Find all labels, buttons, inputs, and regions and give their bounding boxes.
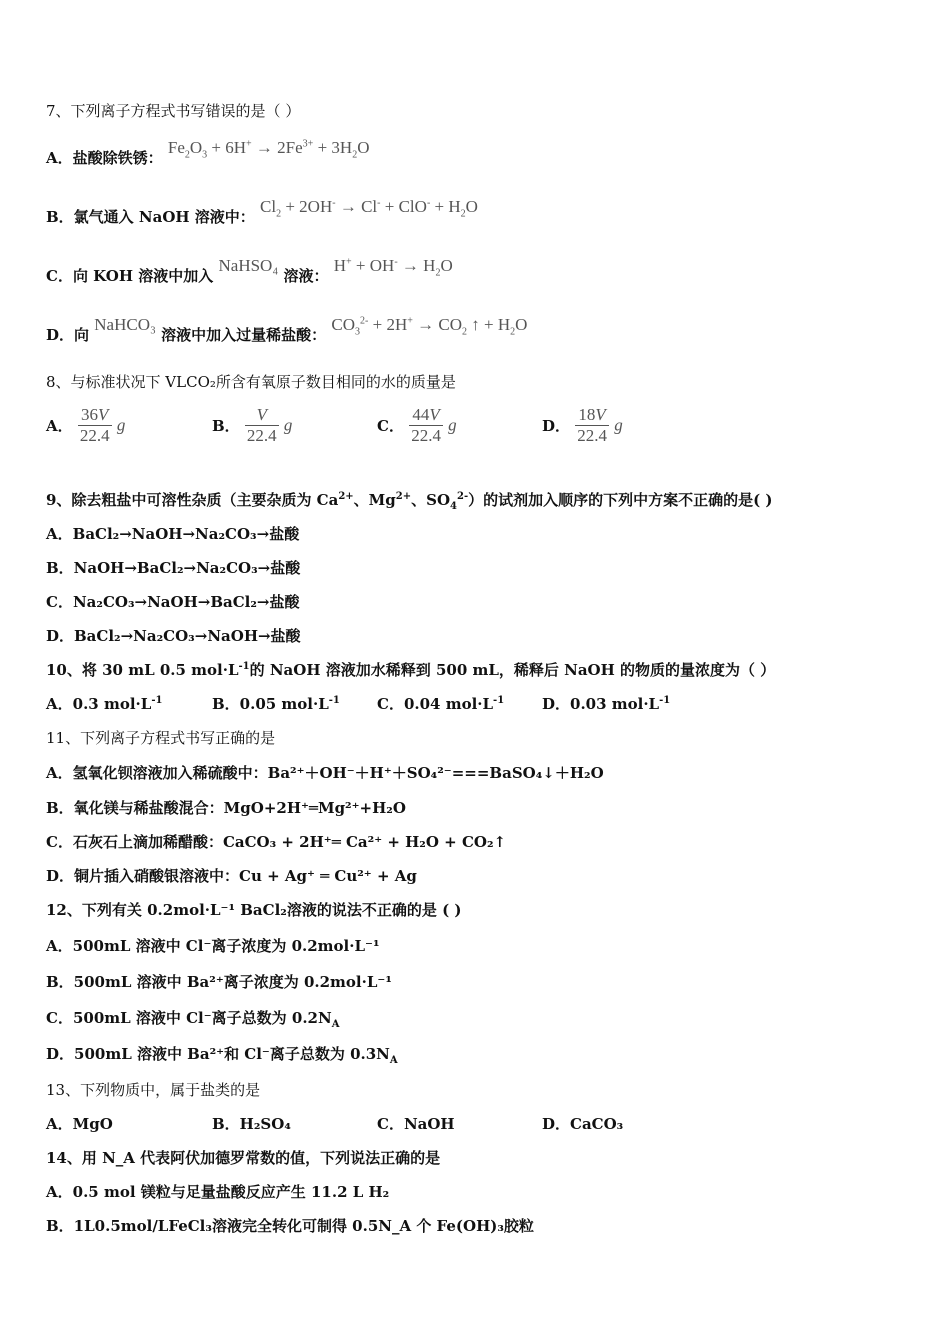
q13-option-a: A．MgO — [46, 1115, 113, 1133]
q9-option-a: A．BaCl₂→NaOH→Na₂CO₃→盐酸 — [46, 525, 300, 543]
q14-option-b: B．1L0.5mol/LFeCl₃溶液完全转化可制得 0.5N_A 个 Fe(OH)₃胶粒 — [46, 1217, 534, 1235]
q8-option-d-unit: g — [614, 415, 623, 435]
q9-stem-end: ）的试剂加入顺序的下列中方案不正确的是( ) — [468, 491, 773, 509]
q12-option-c-text: C．500mL 溶液中 Cl⁻离子总数为 0.2N — [46, 1009, 332, 1027]
q12-option-d: D．500mL 溶液中 Ba²⁺和 Cl⁻离子总数为 $0.3N_A$ — [46, 1045, 398, 1066]
q12-option-c: C．500mL 溶液中 Cl⁻离子总数为 $0.2N_A$ — [46, 1009, 340, 1030]
q12-stem: 12、下列有关 0.2mol·L⁻¹ BaCl₂溶液的说法不正确的是 ( ) — [46, 901, 462, 919]
q9-stem-pre: 9、除去粗盐中可溶性杂质（主要杂质为 Ca — [46, 491, 339, 509]
q10-stem-pre: 10、将 30 mL 0.5 mol·L — [46, 661, 239, 679]
q12-option-b: B．500mL 溶液中 Ba²⁺离子浓度为 0.2mol·L⁻¹ — [46, 973, 392, 991]
q10-stem-post: 的 NaOH 溶液加水稀释到 500 mL，稀释后 NaOH 的物质的量浓度为（ ） — [249, 661, 776, 679]
q7-equation-c: $H^+ + OH^- \to H_2O$ — [333, 256, 453, 279]
q8-option-b — [212, 405, 292, 446]
q7-option-d — [46, 315, 528, 345]
q7-option-a — [46, 138, 370, 168]
q8-stem: 8、与标准状况下 VLCO₂所含有氧原子数目相同的水的质量是 — [46, 373, 456, 391]
q7-option-c-label2: 溶液： — [283, 267, 329, 285]
q13-option-d: D．CaCO₃ — [542, 1115, 624, 1133]
q8-option-c-label: C． — [377, 416, 404, 435]
q14-stem: 14、用 N_A 代表阿伏加德罗常数的值，下列说法正确的是 — [46, 1149, 441, 1167]
q13-stem: 13、下列物质中，属于盐类的是 — [46, 1081, 261, 1099]
q7-equation-a: $Fe_2O_3 + 6H^+ \to 2Fe^{3+} + 3H_2O$ — [167, 138, 370, 161]
q8-option-d-fraction: $\frac{18V}{22.4}$ — [577, 405, 607, 445]
q10-option-a: A．0.3 $mol\cdot L^{-1}$ — [46, 695, 163, 713]
q8-option-c-fraction: $\frac{44V}{22.4}$ — [411, 405, 441, 445]
q10-option-d: D．0.03 $mol\cdot L^{-1}$ — [542, 695, 671, 713]
q8-option-a-fraction: $\frac{36V}{22.4}$ — [79, 405, 110, 445]
q9-stem: 9、除去粗盐中可溶性杂质（主要杂质为 $Ca^{2+}$、$Mg^{2+}$、$SO_4^{2-}$）的试剂加入顺序的下列中方案不正确的是( ) — [46, 491, 773, 512]
q10-option-b: B．0.05 $mol\cdot L^{-1}$ — [212, 695, 340, 713]
q8-option-b-unit: g — [283, 415, 293, 435]
q8-option-b-fraction: $\frac{V}{22.4}$ — [246, 405, 277, 445]
q11-option-c: C．石灰石上滴加稀醋酸：CaCO₃ + 2H⁺═ Ca²⁺ + H₂O + CO₂↑ — [46, 833, 507, 851]
q13-option-c: C．NaOH — [377, 1115, 455, 1133]
q8-option-a-label: A． — [46, 416, 73, 435]
q7-option-b-label: B．氯气通入 NaOH 溶液中： — [46, 208, 255, 226]
q12-option-a: A．500mL 溶液中 Cl⁻离子浓度为 0.2mol·L⁻¹ — [46, 937, 380, 955]
q7-reagent-d: NaHCO₃ — [94, 315, 156, 334]
q7-option-b — [46, 197, 478, 227]
q7-stem: 7、下列离子方程式书写错误的是（ ） — [46, 102, 301, 120]
q14-option-a: A．0.5 mol 镁粒与足量盐酸反应产生 11.2 L H₂ — [46, 1183, 390, 1201]
q9-option-c: C．Na₂CO₃→NaOH→BaCl₂→盐酸 — [46, 593, 300, 611]
q8-option-c-unit: g — [448, 415, 457, 435]
q11-option-a: A．氢氧化钡溶液加入稀硫酸中：Ba²⁺＋OH⁻＋H⁺＋SO₄²⁻===BaSO₄↓＋H₂O — [46, 764, 604, 782]
q8-option-b-label: B． — [212, 416, 240, 435]
q7-option-a-label: A．盐酸除铁锈： — [46, 149, 163, 167]
q10-option-c: C．0.04 $mol\cdot L^{-1}$ — [377, 695, 505, 713]
q8-option-a — [46, 405, 125, 446]
q8-option-d-label: D． — [542, 416, 571, 435]
q11-stem: 11、下列离子方程式书写正确的是 — [46, 729, 276, 747]
q7-option-d-label: D．向 — [46, 326, 90, 344]
q7-option-d-label2: 溶液中加入过量稀盐酸： — [161, 326, 327, 344]
q10-options — [46, 694, 926, 716]
q7-option-c-label: C．向 KOH 溶液中加入 — [46, 267, 214, 285]
q8-option-c — [377, 405, 457, 446]
q9-option-d: D．BaCl₂→Na₂CO₃→NaOH→盐酸 — [46, 627, 301, 645]
q10-stem: 10、将 30 mL 0.5 $mol\cdot L^{-1}$的 NaOH 溶液加水稀释到 500 mL，稀释后 NaOH 的物质的量浓度为（ ） — [46, 661, 776, 679]
q8-option-d — [542, 405, 623, 446]
q8-options — [46, 405, 926, 455]
q11-option-b: B．氧化镁与稀盐酸混合：MgO+2H⁺═Mg²⁺+H₂O — [46, 799, 406, 817]
q13-option-b: B．H₂SO₄ — [212, 1115, 291, 1133]
q7-option-c — [46, 256, 453, 286]
q11-option-d: D．铜片插入硝酸银溶液中：Cu + Ag⁺ ═ Cu²⁺ + Ag — [46, 867, 417, 885]
q13-options — [46, 1114, 926, 1136]
q7-equation-b: $Cl_2 + 2OH^- \to Cl^- + ClO^- + H_2O$ — [260, 197, 478, 220]
q8-option-a-unit: g — [116, 415, 126, 435]
q9-option-b: B．NaOH→BaCl₂→Na₂CO₃→盐酸 — [46, 559, 301, 577]
q12-option-d-text: D．500mL 溶液中 Ba²⁺和 Cl⁻离子总数为 0.3N — [46, 1045, 390, 1063]
q7-equation-d: $CO_3^{2-} + 2H^+ \to CO_2$ ↑ + $H_2O$ — [331, 315, 528, 338]
q7-reagent-c: NaHSO₄ — [218, 256, 279, 275]
